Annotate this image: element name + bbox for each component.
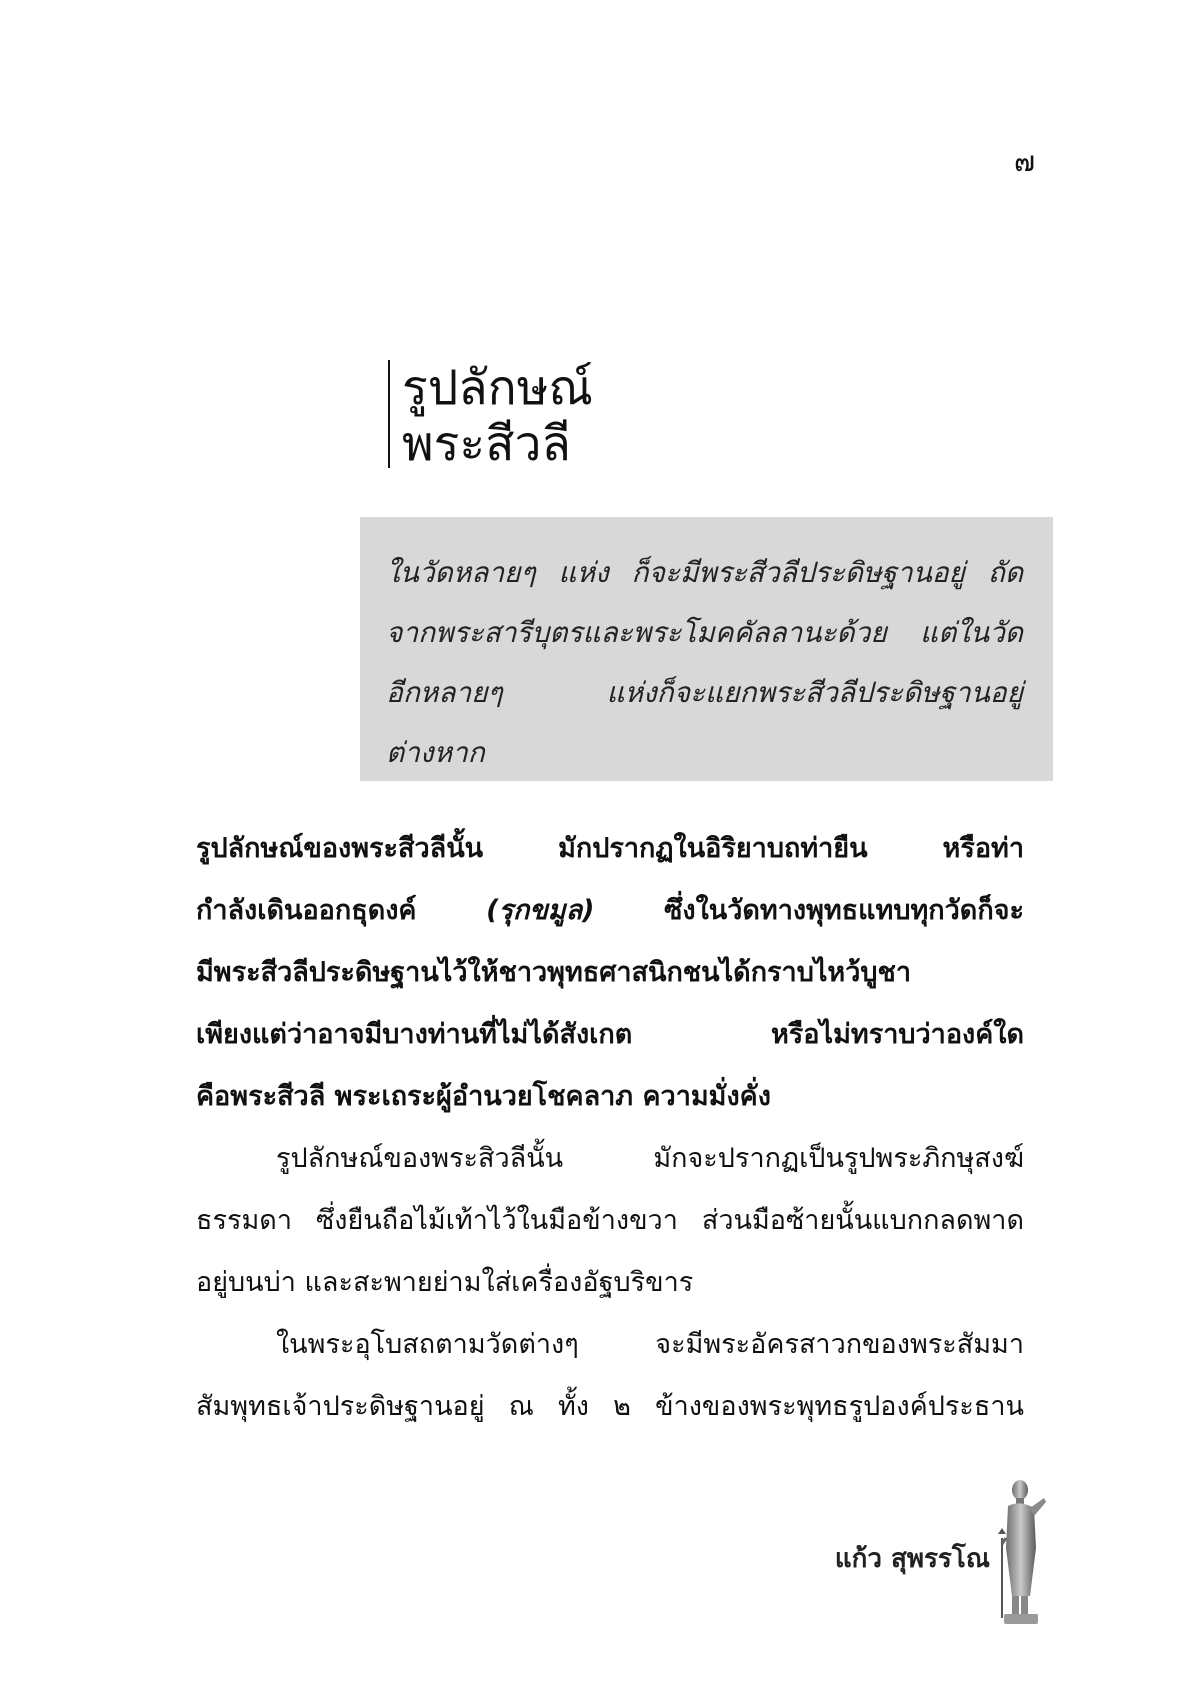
chapter-title: [388, 360, 593, 472]
bold-text-segment: ซึ่งในวัดทางพุทธแทบทุกวัดก็จะ: [594, 895, 1024, 926]
bold-paragraph-line: [196, 880, 1024, 942]
bold-paragraph-line: รูปลักษณ์ของพระสีวลีนั้น มักปรากฏในอิริยาบถท่ายืน หรือท่า: [196, 833, 1024, 864]
page-number: ๗: [1013, 145, 1035, 178]
paragraph-line: ธรรมดา ซึ่งยืนถือไม้เท้าไว้ในมือข้างขวา ส่วนมือซ้ายนั้นแบกกลดพาด: [196, 1205, 1024, 1236]
italic-term: (รุกขมูล): [486, 895, 595, 926]
footer-author: แก้ว สุพรรโณ: [834, 1544, 990, 1574]
paragraph-line: รูปลักษณ์ของพระสิวลีนั้น มักจะปรากฏเป็นรูปพระภิกษุสงฆ์: [276, 1143, 1024, 1174]
paragraph-line: สัมพุทธเจ้าประดิษฐานอยู่ ณ ทั้ง ๒ ข้างของพระพุทธรูปองค์ประธาน: [196, 1391, 1024, 1422]
quote-line: ต่างหาก: [386, 736, 485, 769]
bold-text-segment: กำลังเดินออกธุดงค์: [196, 895, 487, 926]
intro-quote-box: [360, 517, 1053, 781]
quote-line: อีกหลายๆ แห่งก็จะแยกพระสีวลีประดิษฐานอยู่: [386, 676, 1023, 709]
bold-paragraph-line: คือพระสีวลี พระเถระผู้อำนวยโชคลาภ ความมั่งคั่ง: [196, 1081, 771, 1112]
monk-statue-icon: [990, 1478, 1050, 1626]
chapter-title-line-2: พระสีวลี: [402, 416, 571, 472]
bold-paragraph-line: เพียงแต่ว่าอาจมีบางท่านที่ไม่ได้สังเกต หรือไม่ทราบว่าองค์ใด: [196, 1019, 1024, 1050]
quote-line: ในวัดหลายๆ แห่ง ก็จะมีพระสีวลีประดิษฐานอยู่ ถัด: [386, 556, 1023, 589]
quote-line: จากพระสารีบุตรและพระโมคคัลลานะด้วย แต่ในวัด: [386, 616, 1023, 649]
bold-paragraph-line: มีพระสีวลีประดิษฐานไว้ให้ชาวพุทธศาสนิกชนได้กราบไหว้บูชา: [196, 957, 912, 988]
chapter-title-line-1: รูปลักษณ์: [402, 360, 593, 416]
body-text: [196, 818, 1024, 1438]
paragraph-line: อยู่บนบ่า และสะพายย่ามใส่เครื่องอัฐบริขาร: [196, 1267, 694, 1298]
paragraph-line: ในพระอุโบสถตามวัดต่างๆ จะมีพระอัครสาวกของพระสัมมา: [276, 1329, 1024, 1360]
